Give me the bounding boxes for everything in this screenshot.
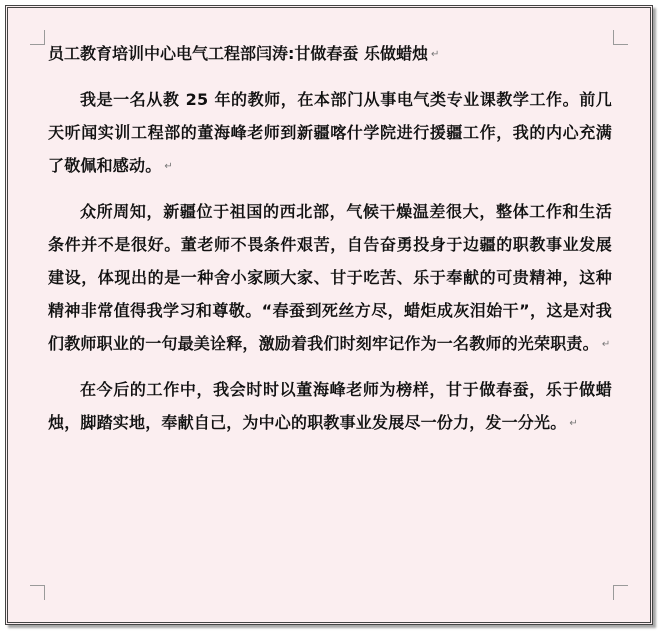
crop-mark-top-right xyxy=(613,30,628,45)
paragraph-2 xyxy=(48,195,612,361)
crop-mark-top-left xyxy=(30,30,45,45)
document-body xyxy=(48,40,612,452)
crop-mark-bottom-right xyxy=(613,585,628,600)
document-title xyxy=(48,40,612,69)
paragraph-1 xyxy=(48,83,612,183)
title-text: 员工教育培训中心电气工程部闫涛:甘做春蚕 乐做蜡烛 xyxy=(48,44,428,63)
paragraph-3 xyxy=(48,373,612,440)
paragraph-mark-icon: ↵ xyxy=(164,160,173,172)
paragraph-1-text: 我是一名从教 25 年的教师，在本部门从事电气类专业课教学工作。前几天听闻实训工程部的董海峰老师到新疆喀什学院进行援疆工作，我的内心充满了敬佩和感动。 xyxy=(48,89,612,175)
paragraph-2-text: 众所周知，新疆位于祖国的西北部，气候干燥温差很大，整体工作和生活条件并不是很好。董老师不畏条件艰苦，自告奋勇投身于边疆的职教事业发展建设，体现出的是一种舍小家顾大家、甘于吃苦、乐于奉献的可贵精神，这种精神非常值得我学习和尊敬。“春蚕到死丝方尽，蜡炬成灰泪始干”，这是对我们教师职业的一句最美诠释，激励着我们时刻牢记作为一名教师的光荣职责。 xyxy=(48,201,612,353)
paragraph-mark-icon: ↵ xyxy=(569,417,578,429)
paragraph-mark-icon: ↵ xyxy=(430,48,440,60)
crop-mark-bottom-left xyxy=(30,585,45,600)
paragraph-3-text: 在今后的工作中，我会时时以董海峰老师为榜样，甘于做春蚕，乐于做蜡烛，脚踏实地，奉献自己，为中心的职教事业发展尽一份力，发一分光。 xyxy=(48,379,612,432)
paragraph-mark-icon: ↵ xyxy=(601,338,611,350)
